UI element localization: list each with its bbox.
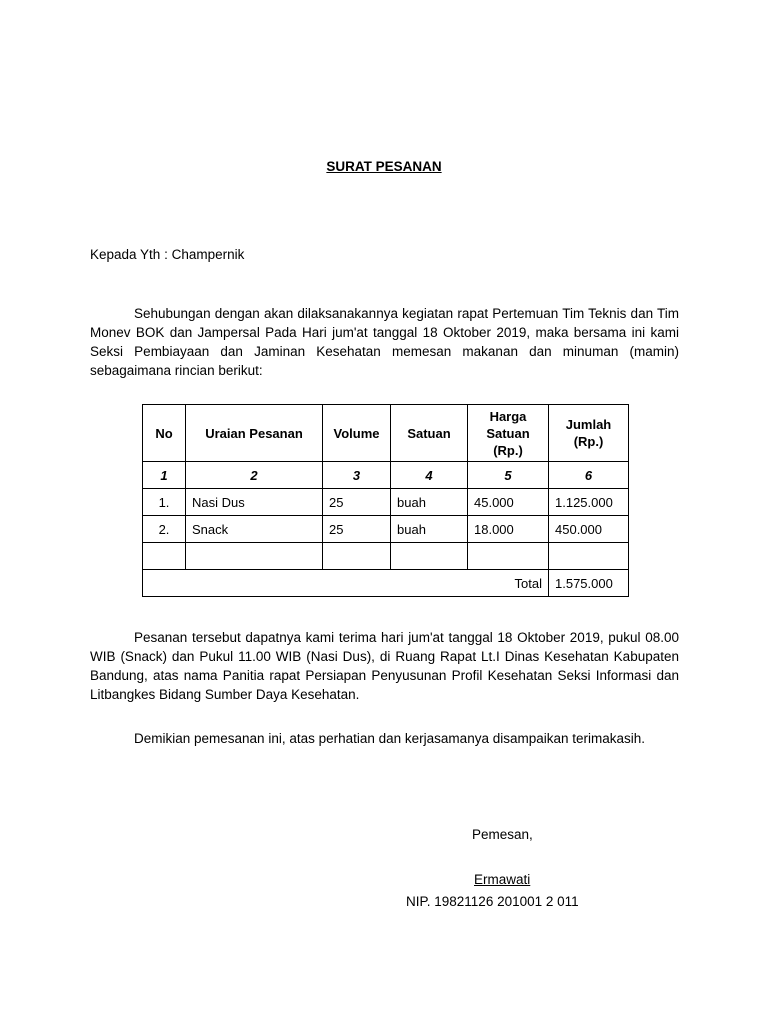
index-cell: 4 bbox=[391, 462, 468, 489]
delivery-paragraph bbox=[90, 628, 679, 704]
empty-cell bbox=[323, 543, 391, 570]
empty-cell bbox=[549, 543, 629, 570]
index-cell: 3 bbox=[323, 462, 391, 489]
row-price: 45.000 bbox=[468, 489, 549, 516]
table-row bbox=[143, 489, 629, 516]
closing-paragraph-text: Demikian pemesanan ini, atas perhatian dan kerjasamanya disampaikan terimakasih. bbox=[134, 731, 646, 746]
header-volume: Volume bbox=[323, 405, 391, 462]
header-no: No bbox=[143, 405, 186, 462]
empty-cell bbox=[143, 543, 186, 570]
index-cell: 2 bbox=[186, 462, 323, 489]
header-price: Harga Satuan (Rp.) bbox=[468, 405, 549, 462]
empty-cell bbox=[468, 543, 549, 570]
table-empty-row bbox=[143, 543, 629, 570]
row-unit: buah bbox=[391, 516, 468, 543]
signer-nip: NIP. 19821126 201001 2 011 bbox=[406, 894, 579, 909]
table-row bbox=[143, 516, 629, 543]
signature-closing: Pemesan, bbox=[472, 827, 533, 842]
table-total-row bbox=[143, 570, 629, 597]
closing-paragraph bbox=[90, 729, 679, 748]
index-cell: 1 bbox=[143, 462, 186, 489]
row-price: 18.000 bbox=[468, 516, 549, 543]
row-volume: 25 bbox=[323, 516, 391, 543]
row-total: 450.000 bbox=[549, 516, 629, 543]
opening-paragraph-text: Sehubungan dengan akan dilaksanakannya kegiatan rapat Pertemuan Tim Teknis dan Tim Monev BOK dan Jampersal Pada Hari jum'at tanggal 18 Oktober 2019, maka bersama ini kami Seksi Pembiayaan dan Jaminan Kesehatan memesan makanan dan minuman (mamin) sebagaimana rincian berikut: bbox=[90, 306, 679, 378]
row-item: Snack bbox=[186, 516, 323, 543]
header-item: Uraian Pesanan bbox=[186, 405, 323, 462]
signer-name: Ermawati bbox=[474, 872, 531, 887]
row-no: 2. bbox=[143, 516, 186, 543]
document-title: SURAT PESANAN bbox=[326, 159, 442, 174]
total-value: 1.575.000 bbox=[549, 570, 629, 597]
opening-paragraph bbox=[90, 304, 679, 380]
row-unit: buah bbox=[391, 489, 468, 516]
index-cell: 5 bbox=[468, 462, 549, 489]
order-table bbox=[142, 404, 629, 597]
row-volume: 25 bbox=[323, 489, 391, 516]
row-total: 1.125.000 bbox=[549, 489, 629, 516]
empty-cell bbox=[391, 543, 468, 570]
header-unit: Satuan bbox=[391, 405, 468, 462]
row-no: 1. bbox=[143, 489, 186, 516]
empty-cell bbox=[186, 543, 323, 570]
delivery-paragraph-text: Pesanan tersebut dapatnya kami terima hari jum'at tanggal 18 Oktober 2019, pukul 08.00 WIB (Snack) dan Pukul 11.00 WIB (Nasi Dus), di Ruang Rapat Lt.I Dinas Kesehatan Kabupaten Bandung, atas nama Panitia rapat Persiapan Penyusunan Profil Kesehatan Seksi Informasi dan Litbangkes Bidang Sumber Daya Kesehatan. bbox=[90, 630, 679, 702]
table-index-row bbox=[143, 462, 629, 489]
table-header-row bbox=[143, 405, 629, 462]
row-item: Nasi Dus bbox=[186, 489, 323, 516]
recipient-line: Kepada Yth : Champernik bbox=[90, 247, 245, 262]
header-total: Jumlah (Rp.) bbox=[549, 405, 629, 462]
index-cell: 6 bbox=[549, 462, 629, 489]
total-label: Total bbox=[143, 570, 549, 597]
